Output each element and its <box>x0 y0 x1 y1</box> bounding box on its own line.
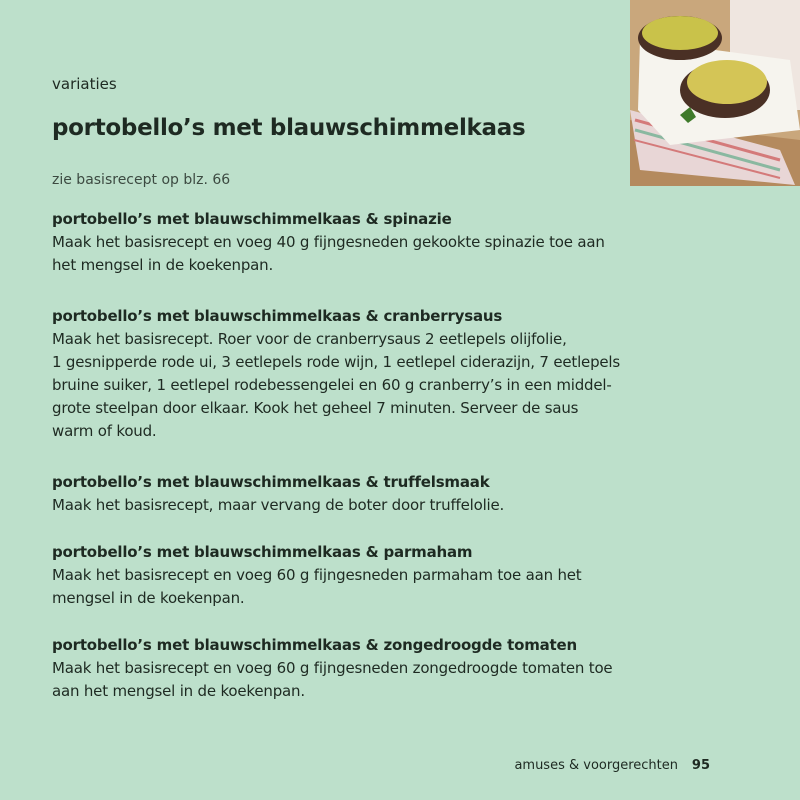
section-kicker: variaties <box>52 75 117 93</box>
variation-text: warm of koud. <box>52 422 157 440</box>
chapter-footer: amuses & voorgerechten <box>514 758 678 773</box>
variation-cranberrysaus <box>52 305 620 443</box>
variation-spinazie <box>52 208 612 277</box>
base-recipe-reference: zie basisrecept op blz. 66 <box>52 172 231 188</box>
variation-heading: portobello’s met blauwschimmelkaas & truffelsmaak <box>52 473 490 491</box>
variation-text: mengsel in de koekenpan. <box>52 589 245 607</box>
variation-text: Maak het basisrecept, maar vervang de boter door truffelolie. <box>52 496 505 514</box>
variation-text: aan het mengsel in de koekenpan. <box>52 682 305 700</box>
variation-zongedroogde-tomaten <box>52 634 612 703</box>
variation-text: Maak het basisrecept en voeg 60 g fijngesneden zongedroogde tomaten toe <box>52 659 613 677</box>
variation-truffelsmaak <box>52 471 612 517</box>
variation-text: het mengsel in de koekenpan. <box>52 256 274 274</box>
variation-text: 1 gesnipperde rode ui, 3 eetlepels rode wijn, 1 eetlepel ciderazijn, 7 eetlepels <box>52 353 620 371</box>
variation-text: Maak het basisrecept en voeg 60 g fijngesneden parmaham toe aan het <box>52 566 582 584</box>
dish-photo <box>630 0 800 186</box>
variation-heading: portobello’s met blauwschimmelkaas & parmaham <box>52 543 473 561</box>
variation-parmaham <box>52 541 612 610</box>
variation-heading: portobello’s met blauwschimmelkaas & cranberrysaus <box>52 307 503 325</box>
variation-text: Maak het basisrecept. Roer voor de cranberrysaus 2 eetlepels olijfolie, <box>52 330 567 348</box>
variation-text: Maak het basisrecept en voeg 40 g fijngesneden gekookte spinazie toe aan <box>52 233 605 251</box>
variation-text: bruine suiker, 1 eetlepel rodebessengelei en 60 g cranberry’s in een middel- <box>52 376 612 394</box>
variation-text: grote steelpan door elkaar. Kook het geheel 7 minuten. Serveer de saus <box>52 399 579 417</box>
variation-heading: portobello’s met blauwschimmelkaas & spinazie <box>52 210 452 228</box>
page-number: 95 <box>691 758 710 773</box>
variation-heading: portobello’s met blauwschimmelkaas & zongedroogde tomaten <box>52 636 577 654</box>
page-title: portobello’s met blauwschimmelkaas <box>52 115 526 141</box>
